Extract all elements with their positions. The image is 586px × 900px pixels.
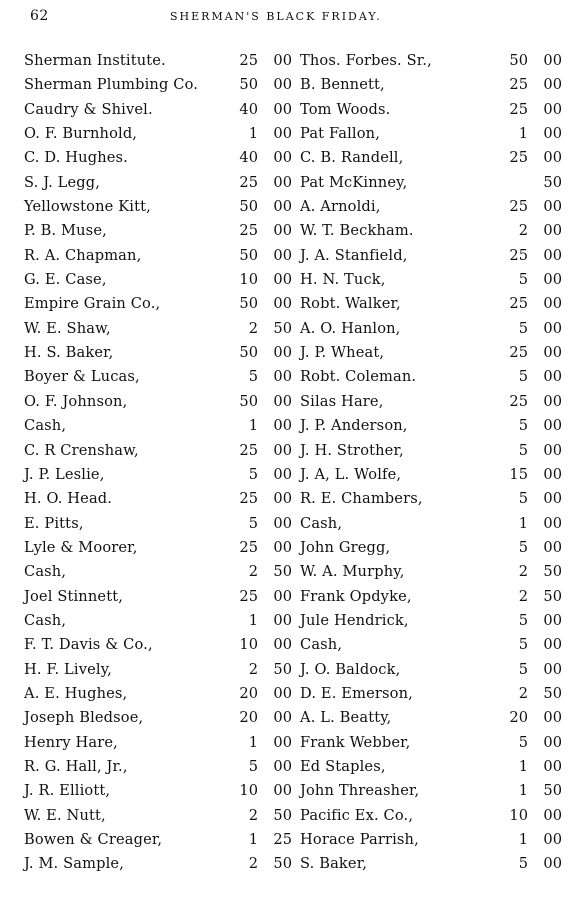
subscription-row (300, 560, 562, 584)
subscription-row (300, 171, 562, 195)
subscription-row (24, 536, 292, 560)
amount-dollars: 1 (518, 125, 528, 143)
amount-cents: 00 (273, 368, 292, 386)
amount-cents: 00 (543, 709, 562, 727)
subscriber-name: Sherman Institute. (24, 52, 166, 69)
subscription-row (300, 779, 562, 803)
subscription-row (24, 804, 292, 828)
subscriber-name: Lyle & Moorer, (24, 538, 138, 556)
subscription-row (24, 731, 292, 755)
amount-cents: 00 (273, 757, 292, 775)
subscription-row (300, 706, 562, 730)
amount-dollars: 1 (248, 417, 258, 435)
amount-cents: 00 (543, 125, 562, 143)
amount-dollars: 25 (509, 100, 528, 118)
subscription-row (300, 658, 562, 682)
subscription-row (300, 755, 562, 779)
amount-dollars: 50 (239, 246, 258, 264)
amount-dollars: 1 (518, 831, 528, 848)
amount-cents: 00 (543, 319, 562, 337)
subscriber-name: C. R Crenshaw, (24, 441, 139, 459)
subscriber-name: Cash, (24, 563, 67, 581)
amount-dollars: 40 (239, 100, 258, 118)
amount-dollars: 2 (248, 319, 258, 337)
amount-dollars: 25 (239, 52, 258, 69)
subscriber-name: J. P. Wheat, (300, 344, 385, 362)
amount-dollars: 2 (518, 587, 528, 605)
amount-dollars: 10 (239, 782, 258, 800)
amount-cents: 00 (273, 100, 292, 118)
amount-dollars: 40 (239, 149, 258, 167)
subscription-row (24, 463, 292, 487)
subscription-row (300, 828, 562, 852)
subscription-row (24, 195, 292, 219)
subscriber-name: John Gregg, (300, 538, 391, 556)
amount-cents: 00 (273, 441, 292, 459)
amount-cents: 00 (273, 76, 292, 94)
amount-dollars: 1 (248, 733, 258, 751)
subscriber-name: Bowen & Creager, (24, 831, 163, 848)
amount-cents: 00 (543, 344, 562, 362)
page-header (30, 8, 556, 28)
amount-cents: 00 (543, 441, 562, 459)
subscriber-name: Silas Hare, (300, 392, 384, 410)
subscription-row (300, 73, 562, 97)
amount-cents: 00 (543, 855, 562, 873)
subscription-row (24, 73, 292, 97)
subscriber-name: Cash, (24, 611, 67, 629)
subscription-row (300, 146, 562, 170)
amount-dollars: 25 (239, 222, 258, 240)
subscriber-name: A. O. Hanlon, (300, 319, 401, 337)
amount-cents: 00 (273, 149, 292, 167)
amount-cents: 00 (543, 757, 562, 775)
subscription-row (300, 292, 562, 316)
amount-cents: 00 (543, 52, 562, 69)
amount-cents: 00 (543, 831, 562, 848)
subscriber-name: R. A. Chapman, (24, 246, 142, 264)
amount-cents: 00 (273, 246, 292, 264)
subscriber-name: J. R. Elliott, (24, 782, 111, 800)
subscription-row (300, 317, 562, 341)
subscriber-name: J. P. Leslie, (24, 465, 105, 483)
subscription-row (24, 487, 292, 511)
subscription-row (24, 585, 292, 609)
amount-dollars: 5 (518, 271, 528, 289)
subscription-row (24, 268, 292, 292)
amount-cents: 00 (273, 198, 292, 216)
subscriber-name: Pat Fallon, (300, 125, 381, 143)
amount-dollars: 5 (518, 417, 528, 435)
amount-dollars: 5 (518, 319, 528, 337)
amount-cents: 00 (273, 587, 292, 605)
subscriber-name: H. F. Lively, (24, 660, 112, 678)
amount-cents: 00 (543, 806, 562, 824)
subscriber-name: J. A. Stanfield, (300, 246, 408, 264)
left-subscription-column (24, 49, 292, 877)
amount-dollars: 25 (239, 173, 258, 191)
amount-dollars: 5 (518, 660, 528, 678)
amount-cents: 00 (543, 465, 562, 483)
subscription-row (24, 171, 292, 195)
amount-dollars: 5 (248, 757, 258, 775)
amount-dollars: 25 (509, 246, 528, 264)
amount-cents: 00 (543, 246, 562, 264)
subscription-row (24, 633, 292, 657)
amount-cents: 00 (543, 538, 562, 556)
subscription-row (24, 560, 292, 584)
amount-dollars: 50 (239, 344, 258, 362)
amount-dollars: 10 (509, 806, 528, 824)
subscriber-name: S. J. Legg, (24, 173, 101, 191)
amount-dollars: 50 (509, 52, 528, 69)
amount-cents: 25 (273, 831, 292, 848)
amount-cents: 00 (543, 198, 562, 216)
amount-cents: 50 (273, 855, 292, 873)
amount-dollars: 25 (239, 587, 258, 605)
amount-cents: 00 (543, 368, 562, 386)
amount-dollars: 25 (509, 149, 528, 167)
subscription-row (24, 292, 292, 316)
subscription-row (24, 755, 292, 779)
subscriber-name: A. E. Hughes, (24, 684, 128, 702)
subscription-row (24, 341, 292, 365)
subscriber-name: Cash, (24, 417, 67, 435)
amount-dollars: 5 (518, 538, 528, 556)
subscriber-name: O. F. Burnhold, (24, 125, 138, 143)
subscription-row (24, 852, 292, 876)
subscription-row (24, 682, 292, 706)
subscription-row (300, 633, 562, 657)
amount-cents: 00 (273, 684, 292, 702)
subscription-row (24, 219, 292, 243)
subscriber-name: Jule Hendrick, (300, 611, 409, 629)
subscription-row (24, 98, 292, 122)
amount-dollars: 5 (248, 465, 258, 483)
subscription-row (300, 852, 562, 876)
subscriber-name: B. Bennett, (300, 76, 385, 94)
subscriber-name: Frank Webber, (300, 733, 411, 751)
amount-dollars: 2 (248, 855, 258, 873)
amount-cents: 50 (273, 563, 292, 581)
subscription-row (300, 390, 562, 414)
amount-dollars: 15 (509, 465, 528, 483)
subscriber-name: H. O. Head. (24, 490, 113, 508)
amount-dollars: 5 (518, 611, 528, 629)
amount-cents: 00 (273, 125, 292, 143)
subscription-row (300, 268, 562, 292)
subscriber-name: J. O. Baldock, (300, 660, 401, 678)
amount-dollars: 25 (509, 295, 528, 313)
subscriber-name: Empire Grain Co., (24, 295, 161, 313)
subscription-row (300, 804, 562, 828)
amount-dollars: 50 (239, 76, 258, 94)
subscriber-name: Joel Stinnett, (24, 587, 124, 605)
subscription-row (300, 463, 562, 487)
amount-dollars: 25 (509, 198, 528, 216)
amount-dollars: 50 (239, 392, 258, 410)
subscriber-name: C. B. Randell, (300, 149, 404, 167)
subscriber-name: Caudry & Shivel. (24, 100, 153, 118)
subscription-row (300, 731, 562, 755)
subscriber-name: R. G. Hall, Jr., (24, 757, 128, 775)
amount-cents: 00 (273, 465, 292, 483)
amount-cents: 00 (543, 76, 562, 94)
subscriber-name: John Threasher, (300, 782, 420, 800)
subscriber-name: Pat McKinney, (300, 173, 408, 191)
subscription-row (300, 414, 562, 438)
amount-cents: 50 (543, 173, 562, 191)
amount-dollars: 1 (248, 611, 258, 629)
subscriber-name: A. L. Beatty, (300, 709, 392, 727)
subscription-row (24, 365, 292, 389)
subscription-row (300, 341, 562, 365)
amount-dollars: 5 (248, 368, 258, 386)
amount-cents: 00 (273, 344, 292, 362)
amount-cents: 00 (273, 417, 292, 435)
amount-dollars: 5 (248, 514, 258, 532)
subscription-row (300, 98, 562, 122)
amount-cents: 00 (543, 295, 562, 313)
subscriber-name: J. P. Anderson, (300, 417, 408, 435)
amount-dollars: 1 (518, 782, 528, 800)
amount-cents: 00 (543, 417, 562, 435)
subscriber-name: J. H. Strother, (300, 441, 404, 459)
amount-cents: 50 (543, 563, 562, 581)
subscription-row (300, 682, 562, 706)
amount-cents: 00 (273, 514, 292, 532)
subscriber-name: Pacific Ex. Co., (300, 806, 414, 824)
subscriber-name: H. N. Tuck, (300, 271, 386, 289)
amount-dollars: 25 (509, 392, 528, 410)
amount-dollars: 50 (239, 198, 258, 216)
subscriber-name: F. T. Davis & Co., (24, 636, 153, 654)
subscriber-name: O. F. Johnson, (24, 392, 128, 410)
subscriber-name: H. S. Baker, (24, 344, 114, 362)
amount-cents: 00 (273, 392, 292, 410)
amount-dollars: 5 (518, 733, 528, 751)
amount-cents: 00 (543, 100, 562, 118)
subscription-row (24, 146, 292, 170)
amount-cents: 00 (543, 660, 562, 678)
amount-cents: 00 (273, 173, 292, 191)
subscriber-name: Frank Opdyke, (300, 587, 412, 605)
amount-dollars: 2 (248, 563, 258, 581)
subscriber-name: Ed Staples, (300, 757, 386, 775)
subscriber-name: Yellowstone Kitt, (24, 198, 151, 216)
amount-cents: 00 (273, 538, 292, 556)
amount-cents: 00 (543, 733, 562, 751)
subscriber-name: Joseph Bledsoe, (24, 709, 144, 727)
amount-dollars: 1 (248, 831, 258, 848)
amount-dollars: 20 (509, 709, 528, 727)
amount-dollars: 5 (518, 490, 528, 508)
amount-dollars: 25 (239, 538, 258, 556)
amount-cents: 50 (543, 684, 562, 702)
amount-dollars: 10 (239, 636, 258, 654)
running-head: SHERMAN'S BLACK FRIDAY. (170, 10, 382, 23)
subscriber-name: Boyer & Lucas, (24, 368, 140, 386)
amount-cents: 00 (273, 782, 292, 800)
amount-cents: 00 (543, 222, 562, 240)
amount-dollars: 25 (239, 490, 258, 508)
subscription-row (24, 609, 292, 633)
page-number: 62 (30, 8, 49, 24)
subscription-row (24, 414, 292, 438)
right-subscription-column (300, 49, 562, 877)
amount-dollars: 25 (239, 441, 258, 459)
amount-dollars: 2 (518, 563, 528, 581)
subscription-row (24, 439, 292, 463)
subscriber-name: G. E. Case, (24, 271, 107, 289)
subscriber-name: J. M. Sample, (24, 855, 124, 873)
subscription-row (300, 512, 562, 536)
amount-cents: 00 (273, 52, 292, 69)
subscription-row (24, 49, 292, 73)
subscription-row (300, 536, 562, 560)
subscription-row (24, 317, 292, 341)
subscription-row (300, 609, 562, 633)
amount-cents: 00 (273, 222, 292, 240)
amount-cents: 50 (543, 782, 562, 800)
subscription-row (24, 779, 292, 803)
subscription-row (24, 512, 292, 536)
subscriber-name: R. E. Chambers, (300, 490, 423, 508)
subscription-row (300, 365, 562, 389)
subscription-row (300, 585, 562, 609)
subscriber-name: W. A. Murphy, (300, 563, 405, 581)
subscriber-name: W. E. Shaw, (24, 319, 111, 337)
amount-cents: 00 (273, 295, 292, 313)
subscription-row (24, 244, 292, 268)
amount-cents: 00 (543, 611, 562, 629)
amount-dollars: 5 (518, 368, 528, 386)
subscription-row (300, 195, 562, 219)
amount-dollars: 2 (518, 222, 528, 240)
amount-dollars: 2 (248, 660, 258, 678)
subscription-row (300, 219, 562, 243)
amount-dollars: 25 (509, 344, 528, 362)
subscription-row (300, 122, 562, 146)
subscription-row (300, 487, 562, 511)
amount-cents: 00 (543, 271, 562, 289)
subscription-row (24, 828, 292, 852)
subscriber-name: S. Baker, (300, 855, 368, 873)
amount-dollars: 20 (239, 709, 258, 727)
amount-cents: 00 (273, 733, 292, 751)
amount-cents: 50 (273, 319, 292, 337)
subscriber-name: P. B. Muse, (24, 222, 107, 240)
subscriber-name: Horace Parrish, (300, 831, 419, 848)
amount-dollars: 1 (518, 514, 528, 532)
subscriber-name: A. Arnoldi, (300, 198, 381, 216)
subscriber-name: W. T. Beckham. (300, 222, 414, 240)
amount-cents: 00 (543, 514, 562, 532)
subscription-row (24, 122, 292, 146)
amount-dollars: 10 (239, 271, 258, 289)
subscription-row (24, 658, 292, 682)
amount-cents: 00 (273, 271, 292, 289)
subscriber-name: Tom Woods. (300, 100, 391, 118)
amount-dollars: 5 (518, 441, 528, 459)
subscriber-name: J. A, L. Wolfe, (300, 465, 402, 483)
amount-cents: 00 (543, 149, 562, 167)
amount-dollars: 1 (248, 125, 258, 143)
subscriber-name: D. E. Emerson, (300, 684, 413, 702)
amount-dollars: 20 (239, 684, 258, 702)
amount-dollars: 50 (239, 295, 258, 313)
subscriber-name: Cash, (300, 514, 343, 532)
subscriber-name: Robt. Walker, (300, 295, 401, 313)
subscriber-name: W. E. Nutt, (24, 806, 106, 824)
amount-cents: 00 (543, 392, 562, 410)
subscriber-name: Henry Hare, (24, 733, 118, 751)
subscription-row (300, 49, 562, 73)
subscriber-name: Thos. Forbes. Sr., (300, 52, 432, 69)
amount-cents: 00 (273, 490, 292, 508)
amount-cents: 00 (543, 636, 562, 654)
subscription-row (24, 390, 292, 414)
subscriber-name: Sherman Plumbing Co. (24, 76, 199, 94)
amount-cents: 00 (273, 636, 292, 654)
subscriber-name: Cash, (300, 636, 343, 654)
amount-cents: 00 (273, 611, 292, 629)
amount-cents: 50 (543, 587, 562, 605)
amount-dollars: 1 (518, 757, 528, 775)
amount-dollars: 2 (248, 806, 258, 824)
subscription-row (300, 439, 562, 463)
amount-cents: 00 (543, 490, 562, 508)
amount-dollars: 5 (518, 855, 528, 873)
amount-dollars: 25 (509, 76, 528, 94)
amount-cents: 50 (273, 806, 292, 824)
subscription-row (300, 244, 562, 268)
subscriber-name: Robt. Coleman. (300, 368, 417, 386)
amount-dollars: 5 (518, 636, 528, 654)
subscriber-name: E. Pitts, (24, 514, 84, 532)
amount-dollars: 2 (518, 684, 528, 702)
subscription-row (24, 706, 292, 730)
amount-cents: 00 (273, 709, 292, 727)
subscriber-name: C. D. Hughes. (24, 149, 128, 167)
amount-cents: 50 (273, 660, 292, 678)
